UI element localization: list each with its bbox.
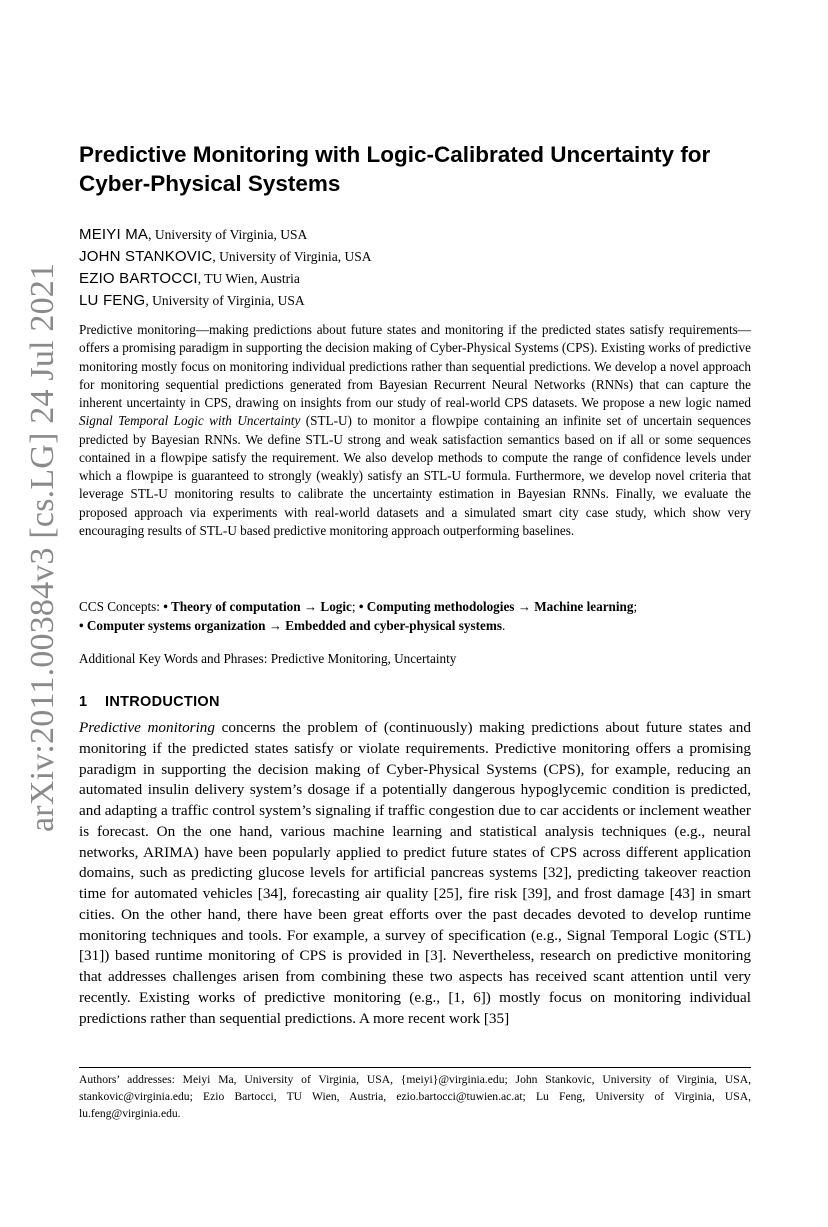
paper-title: Predictive Monitoring with Logic-Calibrated Uncertainty for Cyber-Physical Systems xyxy=(79,142,711,196)
author-affiliation: TU Wien, Austria xyxy=(204,271,300,286)
arxiv-identifier-stamp: arXiv:2011.00384v3 [cs.LG] 24 Jul 2021 xyxy=(24,262,61,832)
section-heading xyxy=(79,694,220,710)
abstract-logic-name: Signal Temporal Logic with Uncertainty xyxy=(79,413,301,429)
author-line: LU FENG, University of Virginia, USA xyxy=(79,292,305,309)
abstract-text: (STL-U) to monitor a flowpipe containing an infinite set of uncertain sequences predicted by Bayesian RNNs. We define STL-U strong and weak satisfaction semantics based on if all or some sequences contained in a flowpipe satisfy the requirement. We also develop methods to compute the range of confidence levels under which a flowpipe is guaranteed to strongly (weakly) satisfy an STL-U formula. Furthermore, we develop novel criteria that leverage STL-U monitoring results to calibrate the uncertainty estimation in Bayesian RNNs. Finally, we evaluate the proposed approach via experiments with real-world datasets and a simulated smart city case study, which show very encouraging results of STL-U based predictive monitoring approach outperforming baselines. xyxy=(79,413,752,538)
ccs-concepts: CCS Concepts: • Theory of computation → Logic; • Computing methodologies → Machine learning; • Computer systems organization → Embedded and cyber-physical systems. xyxy=(79,599,638,633)
author-line: JOHN STANKOVIC, University of Virginia, USA xyxy=(79,248,372,265)
ccs-label: CCS Concepts: xyxy=(79,599,164,614)
abstract xyxy=(79,321,751,540)
author-affiliation: University of Virginia, USA xyxy=(152,293,305,308)
ccs-concept: • Computer systems organization → Embedded and cyber-physical systems xyxy=(79,618,502,633)
author-affiliation: University of Virginia, USA xyxy=(154,227,308,242)
section-number: 1 xyxy=(79,694,88,710)
author-name: EZIO BARTOCCI xyxy=(79,270,198,287)
ccs-concept: • Computing methodologies → Machine learning xyxy=(358,599,634,614)
intro-text: concerns the problem of (continuously) making predictions about future states and monitoring if the predicted states satisfy or violate requirements. Predictive monitoring offers a promising paradigm in supporting the decision making of Cyber-Physical Systems (CPS), for example, reducing an automated insulin delivery system’s dosage if a potentially dangerous hypoglycemic condition is predicted, and adapting a traffic control system’s signaling if traffic congestion due to car accidents or inclement weather is forecast. On the one hand, various machine learning and statistical analysis techniques (e.g., neural networks, ARIMA) have been popularly applied to predict future states of CPS across different application domains, such as predicting glucose levels for artificial pancreas systems [32], predicting takeover reaction time for automated vehicles [34], forecasting air quality [25], fire risk [39], and frost damage [43] in smart cities. On the other hand, there have been great efforts over the past decades devoted to develop runtime monitoring techniques and tools. For example, a survey of specification (e.g., Signal Temporal Logic (STL) [31]) based runtime monitoring of CPS is provided in [3]. Nevertheless, research on predictive monitoring that addresses challenges arisen from combining these two aspects has received scant attention until very recently. Existing works of predictive monitoring (e.g., [1, 6]) mostly focus on monitoring individual predictions rather than sequential predictions. A more recent work [35] xyxy=(79,719,751,1027)
intro-term: Predictive monitoring xyxy=(79,719,215,736)
section-title: INTRODUCTION xyxy=(105,694,220,710)
footnote-divider xyxy=(79,1067,751,1068)
author-affiliation: University of Virginia, USA xyxy=(219,249,372,264)
keywords: Additional Key Words and Phrases: Predictive Monitoring, Uncertainty xyxy=(79,651,457,666)
abstract-text: Predictive monitoring—making predictions about future states and monitoring if the predicted states satisfy requirements—offers a promising paradigm in supporting the decision making of Cyber-Physical Systems (CPS). Existing works of predictive monitoring mostly focus on monitoring individual predictions rather than sequential predictions. We develop a novel approach for monitoring sequential predictions generated from Bayesian Recurrent Neural Networks (RNNs) that can capture the inherent uncertainty in CPS, drawing on insights from our study of real-world CPS datasets. We propose a new logic named xyxy=(79,322,751,410)
ccs-concept: • Theory of computation → Logic xyxy=(163,599,352,614)
author-name: LU FENG xyxy=(79,292,146,309)
author-line: MEIYI MA, University of Virginia, USA xyxy=(79,226,308,243)
authors-addresses-footnote: Authors’ addresses: Meiyi Ma, University of Virginia, USA, {meiyi}@virginia.edu; John Stankovic, University of Virginia, USA, stankovic@virginia.edu; Ezio Bartocci, TU Wien, Austria, ezio.bartocci@tuwien.ac.at; Lu Feng, University of Virginia, USA, lu.feng@virginia.edu. xyxy=(79,1073,751,1120)
author-name: JOHN STANKOVIC xyxy=(79,248,213,265)
author-line: EZIO BARTOCCI, TU Wien, Austria xyxy=(79,270,300,287)
introduction-paragraph xyxy=(79,718,751,1029)
author-name: MEIYI MA xyxy=(79,226,149,243)
